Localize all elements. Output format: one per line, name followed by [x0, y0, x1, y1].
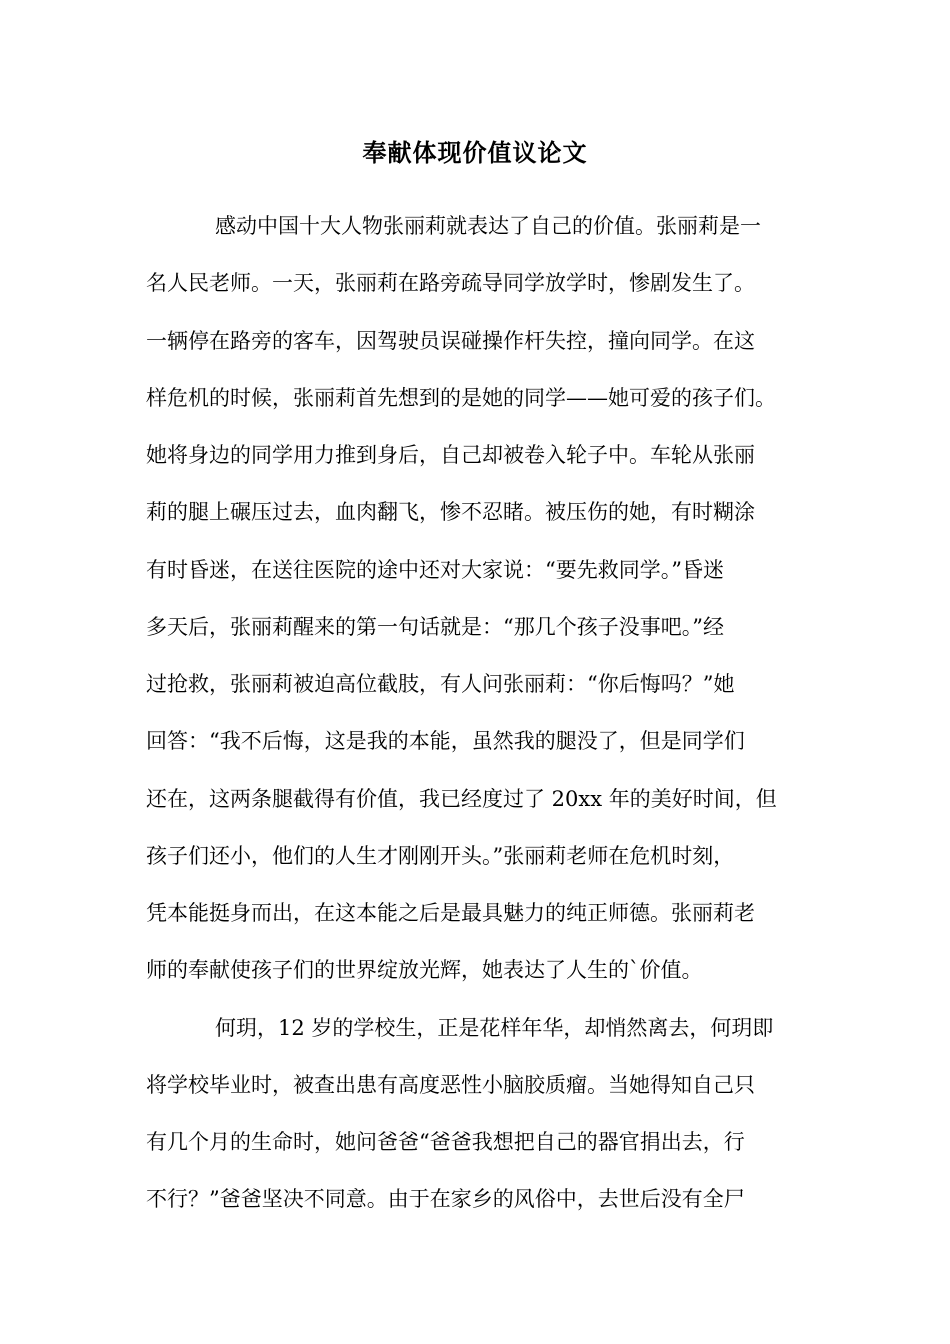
paragraph-line: 还在，这两条腿截得有价值，我已经度过了 20xx 年的美好时间，但 — [146, 786, 777, 811]
paragraph-line: 她将身边的同学用力推到身后，自己却被卷入轮子中。车轮从张丽 — [146, 443, 755, 467]
document-body — [146, 198, 808, 1229]
paragraph-line: 样危机的时候，张丽莉首先想到的是她的同学——她可爱的孩子们。 — [146, 385, 776, 410]
paragraph-line: 有时昏迷，在送往医院的途中还对大家说：“要先救同学。”昏迷 — [146, 557, 724, 582]
paragraph-line: 孩子们还小，他们的人生才刚刚开头。”张丽莉老师在危机时刻， — [146, 843, 735, 868]
paragraph-line: 一辆停在路旁的客车，因驾驶员误碰操作杆失控，撞向同学。在这 — [146, 328, 755, 353]
paragraph-line: 多天后，张丽莉醒来的第一句话就是：“那几个孩子没事吧。”经 — [146, 614, 724, 639]
paragraph-line: 感动中国十大人物张丽莉就表达了自己的价值。张丽莉是一 — [215, 214, 761, 238]
paragraph-line: 回答：“我不后悔，这是我的本能，虽然我的腿没了，但是同学们 — [146, 729, 745, 754]
paragraph-line: 过抢救，张丽莉被迫高位截肢，有人问张丽莉：“你后悔吗？”她 — [146, 672, 735, 696]
document-title: 奉献体现价值议论文 — [362, 138, 588, 167]
paragraph-line: 名人民老师。一天，张丽莉在路旁疏导同学放学时，惨剧发生了。 — [146, 271, 755, 296]
paragraph-line: 师的奉献使孩子们的世界绽放光辉，她表达了人生的`价值。 — [146, 958, 703, 983]
paragraph-line: 不行？”爸爸坚决不同意。由于在家乡的风俗中，去世后没有全尸 — [146, 1187, 745, 1212]
paragraph-line: 凭本能挺身而出，在这本能之后是最具魅力的纯正师德。张丽莉老 — [146, 901, 755, 925]
paragraph-line: 何玥，12 岁的学校生，正是花样年华，却悄然离去，何玥即 — [215, 1015, 774, 1040]
paragraph-line: 有几个月的生命时，她问爸爸“爸爸我想把自己的器官捐出去，行 — [146, 1130, 745, 1154]
paragraph-line: 莉的腿上碾压过去，血肉翻飞，惨不忍睹。被压伤的她，有时糊涂 — [146, 500, 755, 525]
paragraph-line: 将学校毕业时，被查出患有高度恶性小脑胶质瘤。当她得知自己只 — [146, 1072, 755, 1097]
